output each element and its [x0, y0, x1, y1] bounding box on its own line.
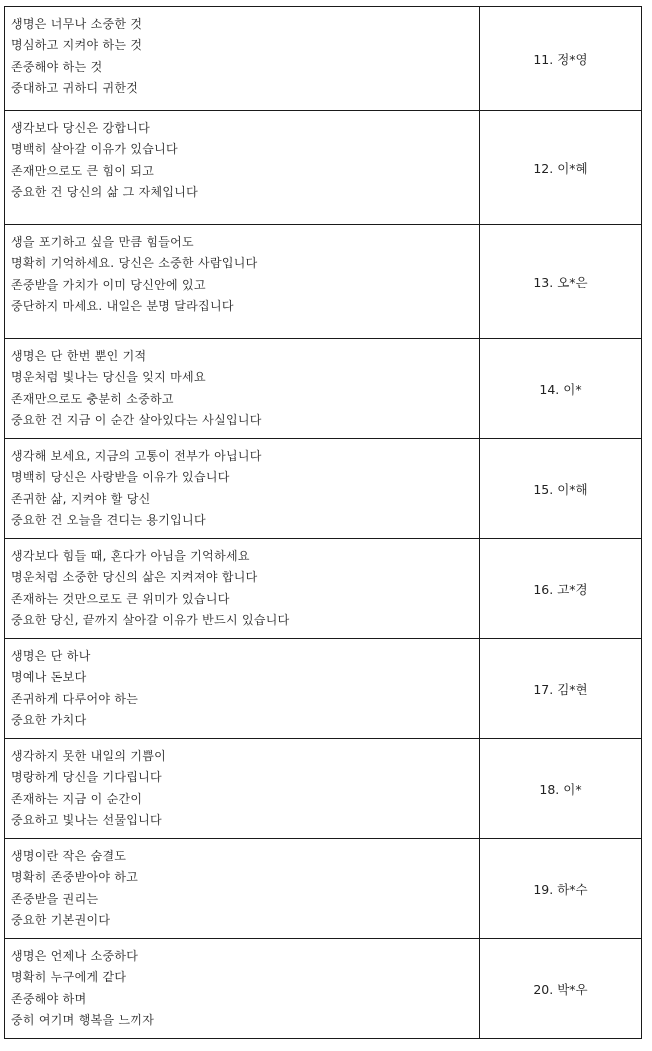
poem-cell — [5, 7, 480, 111]
poem-cell — [5, 639, 480, 739]
poem-row — [5, 939, 642, 1039]
poem-line: 중요한 당신, 끝까지 살아갈 이유가 반드시 있습니다 — [11, 612, 290, 627]
poem-row — [5, 639, 642, 739]
author-cell — [480, 439, 642, 539]
poem-line: 중요한 건 오늘을 견디는 용기입니다 — [11, 512, 206, 527]
author-cell — [480, 7, 642, 111]
poem-line: 존중받을 가치가 이미 당신안에 있고 — [11, 277, 206, 292]
poem-line: 존중해야 하는 것 — [11, 59, 103, 74]
author-label: 15. 이*해 — [533, 481, 588, 497]
poem-line: 명랑하게 당신을 기다립니다 — [11, 770, 162, 785]
poem-line: 중요한 가치다 — [11, 712, 87, 727]
author-label: 18. 이* — [539, 781, 582, 797]
poem-cell — [5, 839, 480, 939]
poem-cell — [5, 739, 480, 839]
poem-line: 존재만으로도 큰 힘이 되고 — [11, 163, 155, 178]
poem-cell — [5, 111, 480, 225]
poem-line: 존중해야 하며 — [11, 991, 87, 1006]
poem-line: 생각보다 힘들 때, 혼다가 아님을 기억하세요 — [11, 549, 250, 563]
author-label: 19. 하*수 — [533, 881, 588, 897]
poem-line: 중요한 건 지금 이 순간 살아있다는 사실입니다 — [11, 412, 262, 427]
poem-line: 존귀한 삶, 지켜야 할 당신 — [11, 491, 151, 506]
poem-line: 중단하지 마세요. 내일은 분명 달라집니다 — [11, 298, 234, 313]
poem-row — [5, 225, 642, 339]
poem-line: 존재하는 지금 이 순간이 — [11, 791, 143, 806]
poem-line: 생각보다 당신은 강합니다 — [11, 121, 151, 135]
poem-line: 명확히 누구에게 같다 — [11, 970, 127, 985]
poem-line: 명예나 돈보다 — [11, 670, 87, 685]
poem-line: 생각해 보세요, 지금의 고통이 전부가 아닙니다 — [11, 449, 262, 463]
poem-table — [4, 6, 642, 1039]
poem-row — [5, 739, 642, 839]
author-cell — [480, 639, 642, 739]
poem-line: 명심하고 지켜야 하는 것 — [11, 38, 143, 53]
author-label: 17. 김*현 — [533, 681, 588, 697]
poem-line: 명백히 당신은 사랑받을 이유가 있습니다 — [11, 470, 230, 485]
poem-line: 명운처럼 소중한 당신의 삶은 지켜져야 합니다 — [11, 570, 258, 585]
poem-row — [5, 7, 642, 111]
poem-line: 명확히 기억하세요. 당신은 소중한 사람입니다 — [11, 256, 258, 271]
author-label: 14. 이* — [539, 381, 582, 397]
poem-cell — [5, 539, 480, 639]
poem-cell — [5, 439, 480, 539]
poem-line: 중요한 기본권이다 — [11, 912, 111, 927]
poem-line: 중대하고 귀하디 귀한것 — [11, 80, 139, 95]
poem-line: 존중받을 권리는 — [11, 891, 99, 906]
poem-cell — [5, 339, 480, 439]
poem-row — [5, 839, 642, 939]
author-cell — [480, 339, 642, 439]
author-label: 11. 정*영 — [533, 51, 588, 67]
poem-line: 존재하는 것만으로도 큰 위미가 있습니다 — [11, 591, 230, 606]
poem-line: 중요하고 빛나는 선물입니다 — [11, 812, 162, 827]
poem-line: 존귀하게 다루어야 하는 — [11, 691, 139, 706]
poem-line: 생명은 언제나 소중하다 — [11, 949, 139, 963]
author-cell — [480, 739, 642, 839]
poem-line: 중요한 건 당신의 삶 그 자체입니다 — [11, 184, 199, 199]
author-cell — [480, 225, 642, 339]
author-cell — [480, 839, 642, 939]
poem-line: 존재만으로도 충분히 소중하고 — [11, 391, 174, 406]
poem-row — [5, 111, 642, 225]
author-cell — [480, 111, 642, 225]
author-label: 16. 고*경 — [533, 581, 588, 597]
poem-line: 명확히 존중받아야 하고 — [11, 870, 139, 885]
author-label: 20. 박*우 — [533, 981, 588, 997]
poem-line: 생명이란 작은 숨결도 — [11, 849, 127, 863]
poem-line: 생을 포기하고 싶을 만큼 힘들어도 — [11, 235, 194, 249]
poem-cell — [5, 939, 480, 1039]
poem-line: 생명은 단 하나 — [11, 649, 91, 663]
poem-line: 생명은 단 한번 뿐인 기적 — [11, 349, 147, 363]
poem-line: 중히 여기며 행복을 느끼자 — [11, 1012, 155, 1027]
author-label: 13. 오*은 — [533, 274, 588, 290]
author-cell — [480, 539, 642, 639]
poem-table-body — [5, 7, 642, 1039]
poem-line: 생명은 너무나 소중한 것 — [11, 17, 143, 31]
poem-line: 명백히 살아갈 이유가 있습니다 — [11, 142, 178, 157]
poem-line: 명운처럼 빛나는 당신을 잊지 마세요 — [11, 370, 206, 385]
poem-row — [5, 439, 642, 539]
author-label: 12. 이*혜 — [533, 160, 588, 176]
poem-cell — [5, 225, 480, 339]
poem-row — [5, 339, 642, 439]
poem-row — [5, 539, 642, 639]
poem-line: 생각하지 못한 내일의 기쁨이 — [11, 749, 167, 763]
author-cell — [480, 939, 642, 1039]
